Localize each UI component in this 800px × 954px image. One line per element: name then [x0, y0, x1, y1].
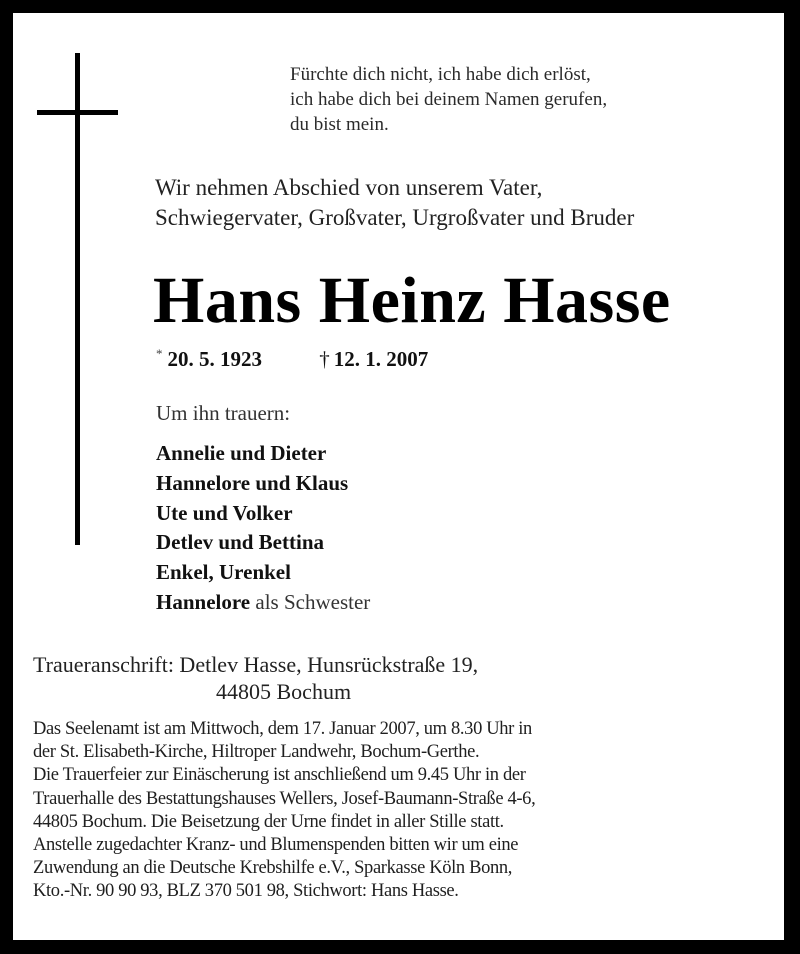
bible-verse [290, 62, 607, 137]
cross-vertical-beam [75, 53, 80, 545]
details-line: Das Seelenamt ist am Mittwoch, dem 17. Januar 2007, um 8.30 Uhr in [33, 719, 532, 739]
verse-line: ich habe dich bei deinem Namen gerufen, [290, 89, 608, 110]
details-line: Kto.-Nr. 90 90 93, BLZ 370 501 98, Stichwort: Hans Hasse. [33, 881, 459, 902]
details-line: Trauerhalle des Bestattungshauses Wellers, Josef-Baumann-Straße 4-6, [33, 788, 536, 809]
address-line-1: Traueranschrift: Detlev Hasse, Hunsrückstraße 19, [33, 652, 479, 677]
mourners-label: Um ihn trauern: [156, 401, 291, 425]
intro-line: Wir nehmen Abschied von unserem Vater, [155, 175, 543, 200]
details-line: 44805 Bochum. Die Beisetzung der Urne findet in aller Stille statt. [33, 811, 504, 832]
address-line-2: 44805 Bochum [216, 679, 352, 704]
death-dagger-icon: † [319, 347, 330, 371]
verse-line: Fürchte dich nicht, ich habe dich erlöst, [290, 64, 591, 85]
intro-line: Schwiegervater, Großvater, Urgroßvater und Bruder [155, 205, 635, 230]
farewell-intro [155, 173, 634, 233]
birth-date: 20. 5. 1923 [167, 347, 262, 371]
deceased-name: Hans Heinz Hasse [153, 264, 671, 337]
death-group [319, 347, 428, 371]
life-dates [156, 340, 428, 373]
mourners-list [156, 439, 370, 618]
service-details [33, 718, 535, 904]
mourner-item: Detlev und Bettina [156, 530, 324, 555]
mourner-item: Hannelore und Klaus [156, 470, 349, 495]
mourner-item: Hannelore als Schwester [156, 589, 371, 614]
mourning-address [33, 651, 478, 705]
birth-star-icon: * [156, 346, 163, 361]
cross-horizontal-beam [37, 110, 118, 115]
mourner-item: Enkel, Urenkel [156, 560, 291, 585]
details-line: Die Trauerfeier zur Einäscherung ist anschließend um 9.45 Uhr in der [33, 765, 526, 786]
verse-line: du bist mein. [290, 114, 389, 135]
details-line: Zuwendung an die Deutsche Krebshilfe e.V., Sparkasse Köln Bonn, [33, 858, 513, 879]
details-line: Anstelle zugedachter Kranz- und Blumenspenden bitten wir um eine [33, 835, 519, 856]
mourner-item: Annelie und Dieter [156, 441, 327, 465]
mourner-item: Ute und Volker [156, 500, 293, 525]
death-date: 12. 1. 2007 [333, 347, 429, 371]
details-line: der St. Elisabeth-Kirche, Hiltroper Landwehr, Bochum-Gerthe. [33, 742, 480, 763]
obituary-notice [13, 13, 784, 940]
